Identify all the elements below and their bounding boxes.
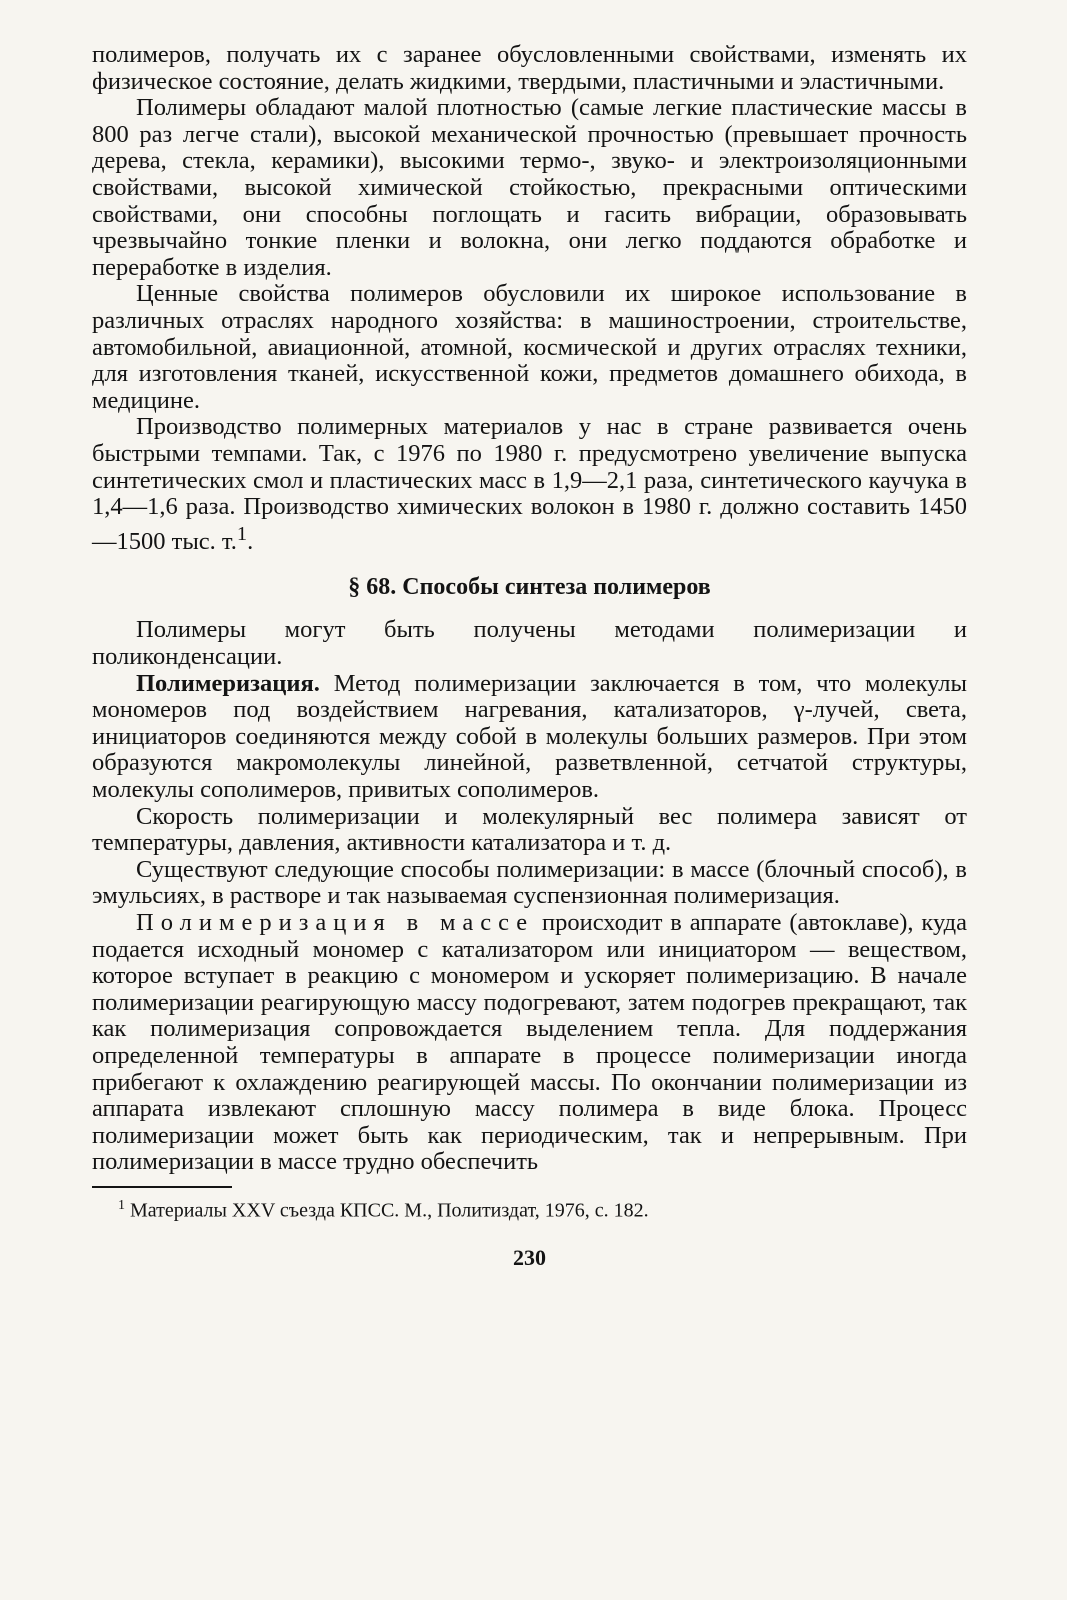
polymerization-text: Метод полимеризации заключается в том, что молекулы мономеров под воздействием нагревания, катализаторов, γ-лучей, света, инициаторов соединяются между собой в молекулы больших размеров. При этом образуются макромолекулы линейной, разветвленной, сетчатой структуры, молекулы сополимеров, привитых сополимеров. — [92, 669, 967, 803]
body-text — [92, 42, 967, 1176]
footnote-marker: 1 — [118, 1197, 125, 1213]
mass-polymerization-text: происходит в аппарате (автоклаве), куда подается исходный мономер с катализатором или инициатором — веществом, которое вступает в реакцию с мономером и ускоряет полимеризацию. В начале полимеризации реагирующую массу подогревают, затем подогрев прекращают, так как полимеризация сопровождается выделением тепла. Для поддержания определенной температуры в аппарате в процессе полимеризации иногда прибегают к охлаждению реагирующей массы. По окончании полимеризации из аппарата извлекают сплошную массу полимера в виде блока. Процесс полимеризации может быть как периодическим, так и непрерывным. При полимеризации в массе трудно обеспечить — [92, 908, 967, 1176]
term-mass-polymerization: Полимеризация в массе — [136, 908, 535, 936]
paragraph-continuation: полимеров, получать их с заранее обусловленными свойствами, изменять их физическое состояние, делать жидкими, твердыми, пластичными и эластичными. — [92, 41, 967, 95]
paragraph-applications: Ценные свойства полимеров обусловили их широкое использование в различных отраслях народного хозяйства: в машиностроении, строительстве, автомобильной, авиационной, атомной, космической и других отраслях техники, для изготовления тканей, искусственной кожи, предметов домашнего обихода, в медицине. — [92, 280, 967, 414]
footnote-text: Материалы XXV съезда КПСС. М., Политиздат, 1976, с. 182. — [125, 1199, 649, 1222]
paragraph-mass-polymerization — [92, 910, 967, 1176]
footnote — [92, 1194, 967, 1223]
page-number: 230 — [513, 1244, 546, 1270]
term-polymerization: Полимеризация. — [136, 669, 320, 697]
footnote-reference: 1 — [236, 522, 248, 545]
paragraph-methods: Полимеры могут быть получены методами полимеризации и поликонденсации. — [92, 616, 967, 671]
section-heading: § 68. Способы синтеза полимеров — [348, 574, 711, 601]
paragraph-speed: Скорость полимеризации и молекулярный вес полимера зависят от температуры, давления, активности катализатора и т. д. — [92, 802, 967, 857]
paragraph-polymerization — [92, 671, 967, 804]
footnote-divider — [92, 1186, 232, 1188]
production-text: Производство полимерных материалов у нас в стране развивается очень быстрыми темпами. Так, с 1976 по 1980 г. предусмотрено увеличение выпуска синтетических смол и пластических масс в 1,9—2,1 раза, синтетического каучука в 1,4—1,6 раза. Производство химических волокон в 1980 г. должно составить 1450—1500 тыс. т. — [92, 413, 967, 555]
paragraph-production: Производство полимерных материалов у нас в стране развивается очень быстрыми темпами. Так, с 1976 по 1980 г. предусмотрено увеличение выпуска синтетических смол и пластических масс в 1,9—2,1 раза, синтетического каучука в 1,4—1,6 раза. Производство химических волокон в 1980 г. должно составить 1450—1500 тыс. т.$^1$. — [92, 413, 967, 555]
paragraph-ways: Существуют следующие способы полимеризации: в массе (блочный способ), в эмульсиях, в растворе и так называемая суспензионная полимеризация. — [92, 855, 967, 910]
paragraph-properties: Полимеры обладают малой плотностью (самые легкие пластические массы в 800 раз легче стали), высокой механической прочностью (превышает прочность дерева, стекла, керамики), высокими термо-, звуко- и электроизоляционными свойствами, высокой химической стойкостью, прекрасными оптическими свойствами, они способны поглощать и гасить вибрации, образовывать чрезвычайно тонкие пленки и волокна, они легко поддаются обработке и переработке в изделия. — [92, 94, 967, 281]
